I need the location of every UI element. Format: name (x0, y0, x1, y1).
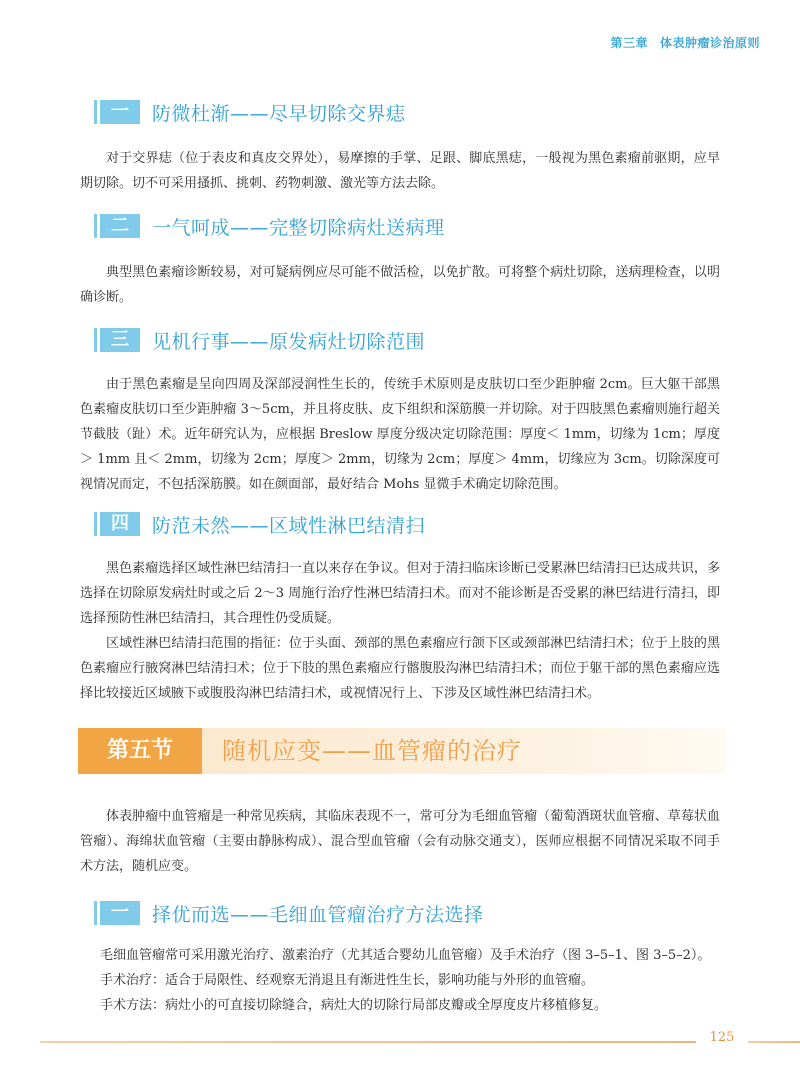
section-title: 随机应变——血管瘤的治疗 (222, 737, 522, 765)
heading-5-1 (100, 898, 484, 928)
heading-badge: 三 (100, 328, 140, 352)
heading-title: 择优而选——毛细血管瘤治疗方法选择 (152, 903, 484, 926)
paragraph: 黑色素瘤选择区域性淋巴结清扫一直以来存在争议。但对于清扫临床诊断已受累淋巴结清扫已达成共识，多选择在切除原发病灶时或之后 2～3 周施行治疗性淋巴结清扫术。而对不能诊断是否受累的淋巴结进行清扫，即选择预防性淋巴结清扫，其合理性仍受质疑。 (80, 561, 720, 626)
heading-title: 防范未然——区域性淋巴结清扫 (152, 514, 426, 537)
paragraph-line: 手术治疗：适合于局限性、经观察无消退且有渐进性生长，影响功能与外形的血管瘤。 (100, 973, 595, 988)
heading-2 (100, 211, 445, 241)
heading-badge: 一 (100, 901, 140, 925)
heading-badge: 四 (100, 512, 140, 536)
heading-badge: 二 (100, 214, 140, 238)
heading-3 (100, 325, 425, 355)
chapter-number: 第三章 (610, 36, 648, 50)
heading-title: 见机行事——原发病灶切除范围 (152, 330, 426, 353)
footer-rule-right (748, 1041, 800, 1043)
heading-title: 防微杜渐——尽早切除交界痣 (152, 102, 406, 125)
heading-1 (100, 97, 406, 127)
paragraph-line: 毛细血管瘤常可采用激光治疗、激素治疗（尤其适合婴幼儿血管瘤）及手术治疗（图 3–5–1、图 3–5–2）。 (100, 948, 711, 963)
section-label: 第五节 (78, 728, 202, 774)
paragraph-line: 手术方法：病灶小的可直接切除缝合，病灶大的切除行局部皮瓣或全厚度皮片移植修复。 (100, 998, 608, 1013)
paragraph: 由于黑色素瘤是呈向四周及深部浸润性生长的，传统手术原则是皮肤切口至少距肿瘤 2cm。巨大躯干部黑色素瘤皮肤切口至少距肿瘤 3～5cm，并且将皮肤、皮下组织和深筋膜一并切除。对于四肢黑色素瘤则施行超关节截肢（趾）术。近年研究认为，应根据 Breslow 厚度分级决定切除范围：厚度＜ 1mm，切缘为 1cm；厚度＞ 1mm 且＜ 2mm，切缘为 2cm；厚度＞ 2mm，切缘为 2cm；厚度＞ 4mm，切缘应为 3cm。切除深度可视情况而定，不包括深筋膜。如在颜面部，最好结合 Mohs 显微手术确定切除范围。 (80, 377, 720, 492)
section-heading-band (78, 728, 726, 774)
heading-badge: 一 (100, 100, 140, 124)
paragraph: 区域性淋巴结清扫范围的指征：位于头面、颈部的黑色素瘤应行颌下区或颈部淋巴结清扫术；位于上肢的黑色素瘤应行腋窝淋巴结清扫术；位于下肢的黑色素瘤应行髂腹股沟淋巴结清扫术；而位于躯干部的黑色素瘤应选择比较接近区域腋下或腹股沟淋巴结清扫术，或视情况行上、下涉及区域性淋巴结清扫术。 (80, 636, 720, 701)
paragraph: 典型黑色素瘤诊断较易，对可疑病例应尽可能不做活检，以免扩散。可将整个病灶切除，送病理检查，以明确诊断。 (80, 265, 720, 305)
heading-4 (100, 509, 425, 539)
paragraph: 对于交界痣（位于表皮和真皮交界处），易摩擦的手掌、足跟、脚底黑痣，一般视为黑色素瘤前驱期，应早期切除。切不可采用搔抓、挑刺、药物刺激、激光等方法去除。 (80, 151, 720, 191)
heading-title: 一气呵成——完整切除病灶送病理 (152, 216, 445, 239)
footer-rule-left (40, 1041, 696, 1043)
chapter-title: 体表肿瘤诊治原则 (659, 36, 760, 50)
paragraph: 体表肿瘤中血管瘤是一种常见疾病，其临床表现不一，常可分为毛细血管瘤（葡萄酒斑状血管瘤、草莓状血管瘤）、海绵状血管瘤（主要由静脉构成）、混合型血管瘤（会有动脉交通支），医师应根据不同情况采取不同手术方法，随机应变。 (80, 809, 720, 874)
page-number: 125 (709, 1030, 735, 1045)
running-header (610, 34, 760, 51)
